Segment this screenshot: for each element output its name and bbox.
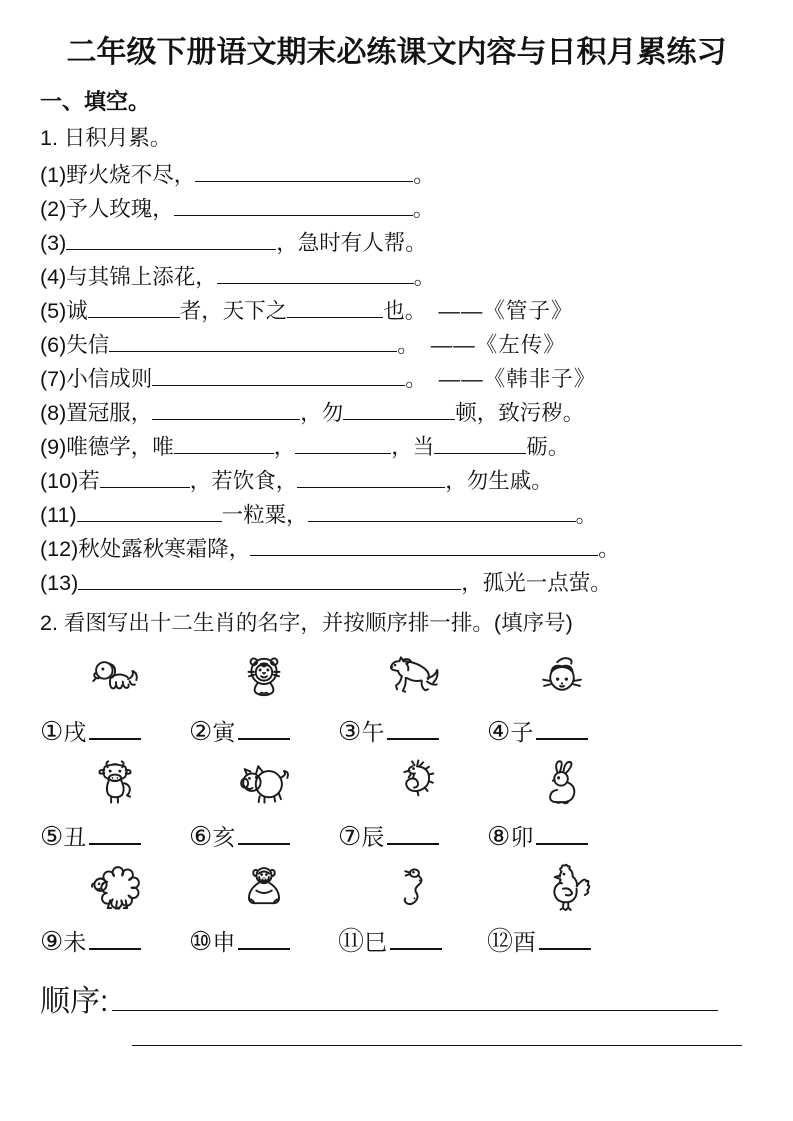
- fill-text: 也。: [383, 299, 427, 323]
- answer-blank: [387, 735, 439, 740]
- answer-blank: [536, 840, 588, 845]
- fill-text: (1)野火烧不尽，: [40, 163, 196, 187]
- zodiac-branch-char: 申: [212, 930, 236, 955]
- zodiac-label: [40, 820, 189, 856]
- zodiac-number: ⑫: [487, 927, 514, 956]
- fill-text: 。: [405, 367, 427, 391]
- zodiac-branch-char: 寅: [212, 720, 236, 745]
- pig-icon: [189, 751, 338, 820]
- fill-blank: [295, 448, 391, 454]
- fill-text: (2)予人玫瑰，: [40, 197, 174, 221]
- zodiac-cell-ox: [40, 751, 189, 856]
- fill-blank: [152, 414, 300, 420]
- snake-icon: [338, 856, 487, 925]
- zodiac-label: [40, 925, 189, 961]
- fill-text: ，孤光一点萤。: [461, 571, 612, 595]
- fill-item-7: [40, 362, 753, 396]
- fill-blank: [287, 312, 383, 318]
- zodiac-number: ⑥: [189, 822, 213, 851]
- fill-text: ，急时有人帮。: [276, 231, 427, 255]
- citation: ——《管子》: [438, 299, 574, 323]
- zodiac-cell-rabbit: [487, 751, 636, 856]
- fill-item-9: [40, 430, 753, 464]
- zodiac-cell-snake: [338, 856, 487, 961]
- fill-blank: [297, 482, 445, 488]
- fill-text: ，: [273, 435, 296, 459]
- zodiac-branch-char: 卯: [510, 825, 534, 850]
- answer-blank: [387, 840, 439, 845]
- zodiac-label: [189, 925, 338, 961]
- fill-blank: [174, 448, 274, 454]
- fill-blank: [434, 448, 526, 454]
- answer-blank: [238, 840, 290, 845]
- zodiac-branch-char: 巳: [364, 930, 388, 955]
- fill-text: 者，天下之: [179, 299, 288, 323]
- zodiac-grid: [40, 646, 753, 961]
- part2-heading: 2. 看图写出十二生肖的名字，并按顺序排一排。(填序号): [40, 611, 573, 635]
- order-label: 顺序:: [40, 985, 109, 1018]
- fill-item-2: [40, 192, 753, 226]
- ox-icon: [40, 751, 189, 820]
- zodiac-cell-sheep: [40, 856, 189, 961]
- tiger-icon: [189, 646, 338, 715]
- zodiac-label: [40, 715, 189, 751]
- rooster-icon: [487, 856, 636, 925]
- zodiac-number: ⑩: [189, 927, 213, 956]
- section-one-heading: 一、填空。: [40, 89, 151, 114]
- rat-icon: [487, 646, 636, 715]
- fill-text: (13): [40, 571, 79, 595]
- order-answer-line-1: [112, 1005, 718, 1011]
- fill-blank: [217, 278, 414, 284]
- fill-blank: [174, 210, 413, 216]
- fill-text: (12)秋处露秋寒霜降，: [40, 537, 251, 561]
- zodiac-row-1: [40, 646, 753, 751]
- fill-blank: [152, 380, 405, 386]
- fill-item-3: [40, 226, 753, 260]
- zodiac-number: ⑧: [487, 822, 511, 851]
- zodiac-branch-char: 亥: [212, 825, 236, 850]
- answer-blank: [390, 945, 442, 950]
- fill-item-4: [40, 260, 753, 294]
- zodiac-cell-dog: [40, 646, 189, 751]
- fill-text: (6)失信: [40, 333, 110, 357]
- answer-blank: [536, 735, 588, 740]
- zodiac-label: [189, 715, 338, 751]
- zodiac-cell-pig: [189, 751, 338, 856]
- fill-text: 。: [397, 333, 419, 357]
- fill-blank: [100, 482, 190, 488]
- fill-blank: [77, 516, 222, 522]
- order-row: [40, 983, 753, 1021]
- fill-blank: [250, 550, 598, 556]
- fill-item-8: [40, 396, 753, 430]
- zodiac-number: ②: [189, 717, 213, 746]
- answer-blank: [89, 945, 141, 950]
- fill-text: (11): [40, 503, 77, 527]
- fill-text: 。: [413, 163, 435, 187]
- fill-blank: [308, 516, 576, 522]
- zodiac-label: [338, 925, 487, 961]
- zodiac-row-2: [40, 751, 753, 856]
- zodiac-cell-monkey: [189, 856, 338, 961]
- fill-text: (5)诚: [40, 299, 88, 323]
- fill-text: 一粒粟，: [221, 503, 308, 527]
- fill-text: (10)若: [40, 469, 100, 493]
- zodiac-cell-dragon: [338, 751, 487, 856]
- zodiac-number: ⑦: [338, 822, 362, 851]
- fill-text: 。: [575, 503, 598, 527]
- fill-blank: [88, 312, 180, 318]
- fill-text: ，勿生戚。: [445, 469, 553, 493]
- zodiac-label: [487, 715, 636, 751]
- citation: ——《左传》: [430, 333, 566, 357]
- zodiac-branch-char: 辰: [361, 825, 385, 850]
- zodiac-number: ⑨: [40, 927, 64, 956]
- sheep-icon: [40, 856, 189, 925]
- fill-blank: [343, 414, 455, 420]
- fill-text: 。: [413, 265, 436, 289]
- zodiac-branch-char: 午: [361, 720, 385, 745]
- zodiac-cell-horse: [338, 646, 487, 751]
- zodiac-cell-rooster: [487, 856, 636, 961]
- page-title: 二年级下册语文期末必练课文内容与日积月累练习: [66, 36, 727, 69]
- fill-text: ，若饮食，: [189, 469, 298, 493]
- answer-blank: [89, 735, 141, 740]
- fill-item-11: [40, 498, 753, 532]
- part1-heading: 1. 日积月累。: [40, 126, 172, 150]
- zodiac-branch-char: 酉: [513, 930, 537, 955]
- fill-item-13: [40, 566, 753, 600]
- zodiac-number: ④: [487, 717, 511, 746]
- fill-blank: [109, 346, 397, 352]
- fill-text: ，勿: [300, 401, 344, 425]
- zodiac-cell-tiger: [189, 646, 338, 751]
- citation: ——《韩非子》: [438, 367, 597, 391]
- zodiac-cell-rat: [487, 646, 636, 751]
- answer-blank: [539, 945, 591, 950]
- answer-blank: [89, 840, 141, 845]
- fill-blank: [66, 244, 276, 250]
- fill-text: 顿，致污秽。: [455, 401, 585, 425]
- fill-text: 。: [412, 197, 435, 221]
- fill-text: 。: [598, 537, 620, 561]
- dragon-icon: [338, 751, 487, 820]
- order-row-2: [40, 1033, 753, 1053]
- fill-text: ，当: [391, 435, 435, 459]
- zodiac-label: [338, 820, 487, 856]
- fill-blank: [195, 176, 413, 182]
- zodiac-number: ③: [338, 717, 362, 746]
- fill-item-12: [40, 532, 753, 566]
- zodiac-row-3: [40, 856, 753, 961]
- zodiac-label: [338, 715, 487, 751]
- zodiac-branch-char: 戌: [63, 720, 87, 745]
- monkey-icon: [189, 856, 338, 925]
- fill-blank: [78, 584, 461, 590]
- order-answer-line-2: [132, 1040, 742, 1046]
- fill-text: (7)小信成则: [40, 367, 153, 391]
- zodiac-number: ⑤: [40, 822, 64, 851]
- fill-text: (4)与其锦上添花，: [40, 265, 217, 289]
- fill-item-6: [40, 328, 753, 362]
- fill-item-1: [40, 158, 753, 192]
- horse-icon: [338, 646, 487, 715]
- dog-icon: [40, 646, 189, 715]
- fill-item-10: [40, 464, 753, 498]
- rabbit-icon: [487, 751, 636, 820]
- fill-text: (9)唯德学，唯: [40, 435, 174, 459]
- answer-blank: [238, 735, 290, 740]
- zodiac-branch-char: 子: [510, 720, 534, 745]
- answer-blank: [238, 945, 290, 950]
- fill-item-5: [40, 294, 753, 328]
- fill-text: 砺。: [526, 435, 570, 459]
- zodiac-branch-char: 未: [63, 930, 87, 955]
- zodiac-label: [487, 820, 636, 856]
- zodiac-label: [189, 820, 338, 856]
- fill-text: (8)置冠服，: [40, 401, 153, 425]
- zodiac-label: [487, 925, 636, 961]
- fill-lines: [40, 158, 753, 600]
- fill-text: (3): [40, 231, 67, 255]
- zodiac-branch-char: 丑: [63, 825, 87, 850]
- zodiac-number: ①: [40, 717, 64, 746]
- zodiac-number: ⑪: [338, 927, 365, 956]
